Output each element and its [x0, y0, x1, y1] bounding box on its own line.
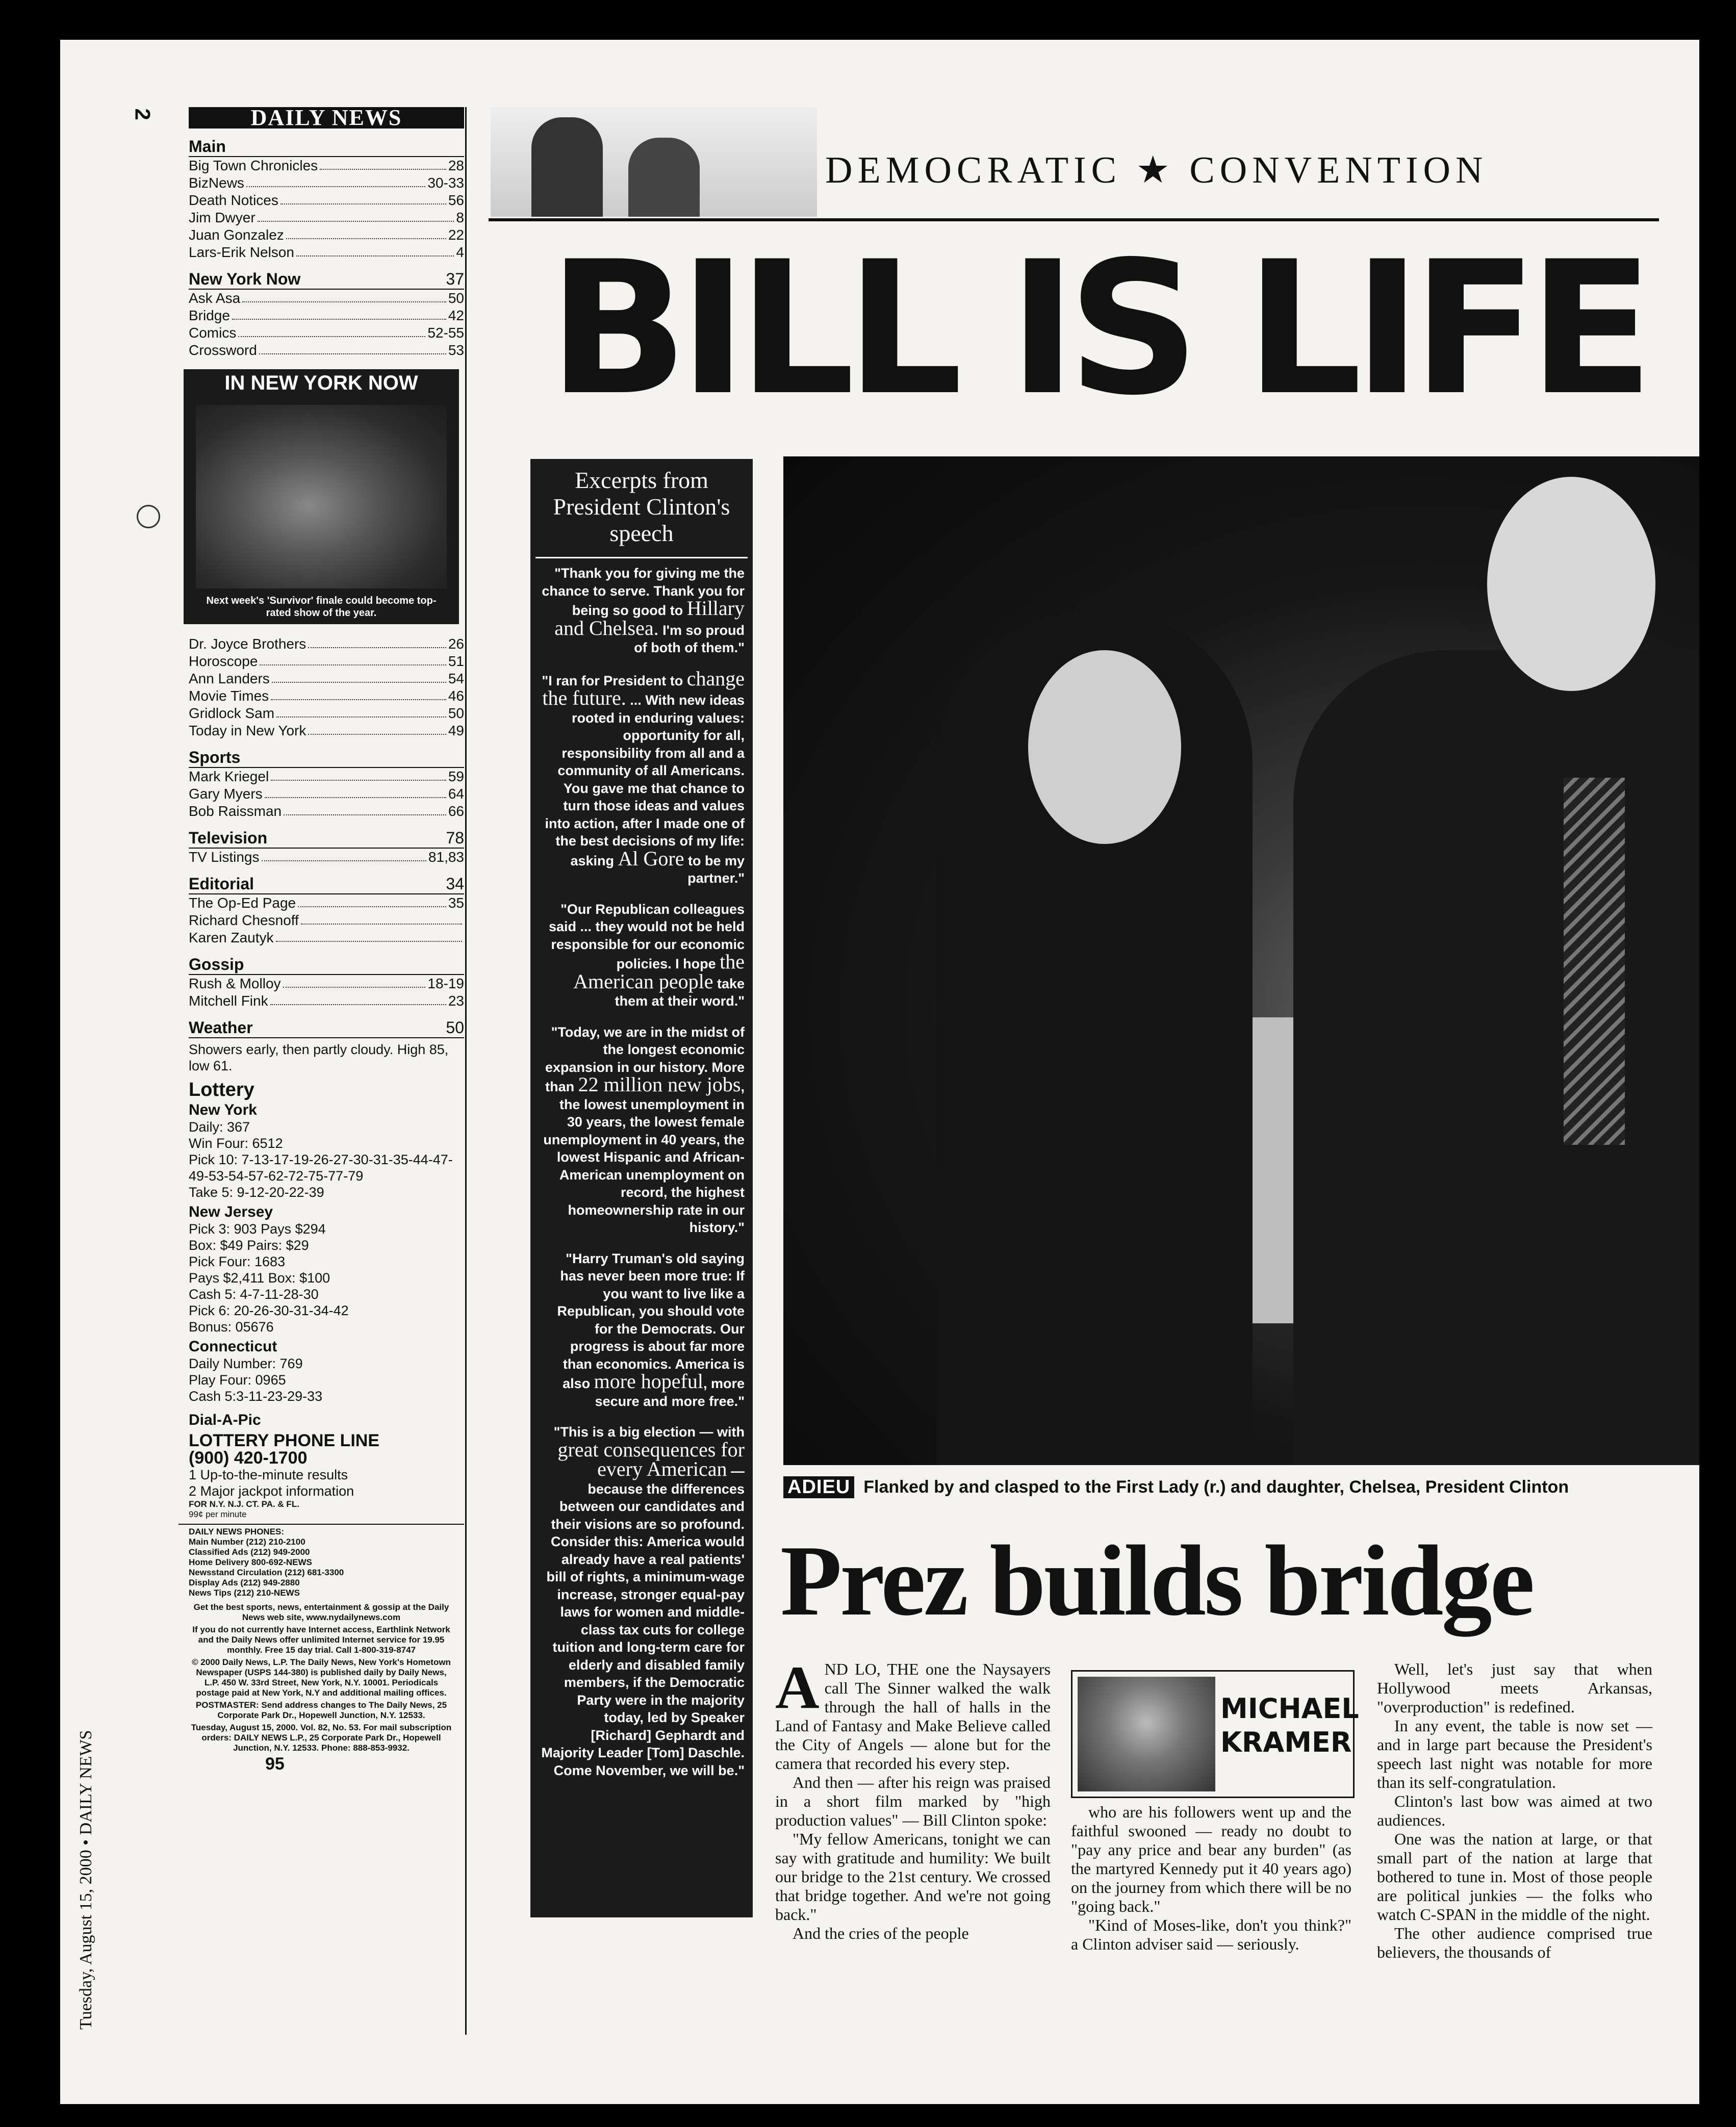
leader-dots [272, 670, 446, 683]
leader-dots [286, 226, 446, 239]
index-entry[interactable] [189, 705, 464, 722]
columnist-first-name: MICHAEL [1220, 1693, 1359, 1725]
article-text: who are his followers went up and the faithful swooned — ready no doubt to "pay any price and bear any burden" (as the martyred Kennedy put it 40 years ago) on the journey from which there will be no "going back." [1071, 1803, 1351, 1915]
entry-page: 4 [456, 244, 464, 260]
lottery-line: Play Four: 0965 [189, 1372, 286, 1388]
lottery-line: Pick 3: 903 Pays $294 [189, 1221, 326, 1237]
section-title: New York Now [189, 270, 301, 288]
entry-page: 54 [448, 671, 464, 686]
lottery-results [178, 1101, 464, 1404]
index-entry[interactable] [189, 635, 464, 653]
lottery-line: Pays $2,411 Box: $100 [189, 1270, 330, 1286]
section-page: 37 [446, 270, 464, 288]
lottery-line: Box: $49 Pairs: $29 [189, 1238, 309, 1253]
phone-line: Home Delivery 800-692-NEWS [189, 1557, 312, 1567]
phone-line: Display Ads (212) 949-2880 [189, 1578, 300, 1587]
fine-print-paragraph: If you do not currently have Internet access, Earthlink Network and the Daily News offer unlimited Internet service for 19.95 monthly. Free 15 day trial. Call 1-800-319-8747 [192, 1625, 450, 1655]
leader-dots [258, 209, 454, 222]
article-paragraph [1377, 1660, 1652, 1716]
article-paragraph [775, 1773, 1051, 1830]
section-kicker [825, 148, 1488, 192]
lottery-state: New Jersey [189, 1203, 273, 1220]
columnist-name [1220, 1692, 1359, 1759]
entry-page: 53 [448, 342, 464, 358]
fine-print-paragraph: Get the best sports, news, entertainment & gossip at the Daily News web site, www.nydailynews.com [193, 1602, 449, 1622]
lottery-line: Pick 10: 7-13-17-19-26-27-30-31-35-44-47-49-53-54-57-62-72-75-77-79 [189, 1152, 453, 1184]
excerpt-paragraph [541, 667, 745, 887]
section-title: Television [189, 829, 268, 847]
index-entry[interactable] [189, 157, 464, 174]
caption-tag: ADIEU [783, 1476, 854, 1498]
index-entry[interactable] [189, 653, 464, 670]
entry-label: Richard Chesnoff [189, 912, 299, 928]
leader-dots [271, 768, 446, 781]
promo-title: IN NEW YORK NOW [224, 372, 418, 394]
excerpt-text: take them at their word." [615, 976, 745, 1009]
lottery-phone-price: 99¢ per minute [189, 1509, 247, 1519]
entry-page: 8 [456, 210, 464, 225]
leader-dots [276, 705, 446, 717]
entry-label: Horoscope [189, 653, 258, 669]
star-icon: ★ [1136, 149, 1175, 191]
index-section-heading [189, 875, 464, 894]
entry-label: Death Notices [189, 192, 278, 208]
entry-page: 26 [448, 636, 464, 652]
leader-dots [283, 975, 426, 988]
gore-lieberman-photo [491, 107, 817, 217]
lottery-line: Cash 5:3-11-23-29-33 [189, 1389, 323, 1404]
index-entry[interactable] [189, 209, 464, 226]
excerpt-text: "This is a big election — with [553, 1424, 745, 1440]
section-page: 34 [446, 875, 464, 893]
article-headline: Prez builds bridge [780, 1525, 1533, 1636]
excerpt-text: ... With new ideas rooted in enduring values: opportunity for all, responsibility from all and a community of all Americans. You gave me that chance to turn those ideas and values into action, after I made one of the best decisions of my life: asking [545, 693, 745, 868]
phone-line: DAILY NEWS PHONES: [189, 1527, 285, 1536]
index-entry[interactable] [189, 290, 464, 307]
leader-dots [308, 635, 446, 648]
index-entry[interactable] [189, 174, 464, 192]
excerpt-text: Hillary and Chelsea. [554, 597, 745, 639]
index-section-heading [189, 749, 464, 768]
index-entry[interactable] [189, 929, 464, 946]
lottery-phone-option: 1 Up-to-the-minute results [189, 1467, 348, 1482]
weather-text: Showers early, then partly cloudy. High 85, low 61. [189, 1042, 449, 1073]
section-page: 78 [446, 829, 464, 847]
index-section-heading [189, 956, 464, 975]
index-entry[interactable] [189, 687, 464, 705]
entry-page: 50 [448, 290, 464, 306]
leader-dots [260, 653, 446, 665]
index-sections-main [178, 138, 464, 359]
article-text: ND LO, THE one the Naysayers call The Sinner walked the walk through the hall of halls in the Land of Fantasy and Make Believe called the City of Angels — alone but for the camera that recorded his every step. [775, 1660, 1051, 1773]
excerpt-paragraph [541, 1250, 745, 1411]
excerpt-text: "I ran for President to [542, 673, 687, 688]
index-entry[interactable] [189, 342, 464, 359]
article-paragraph [1377, 1792, 1652, 1830]
lottery-line: Pick 6: 20-26-30-31-34-42 [189, 1303, 349, 1318]
excerpt-text: the American people [573, 950, 745, 993]
article-text: Well, let's just say that when Hollywood meets Arkansas, "overproduction" is redefined. [1377, 1660, 1652, 1716]
index-sections-more [178, 633, 464, 1038]
entry-page: 64 [448, 786, 464, 802]
excerpt-paragraph [541, 901, 745, 1010]
entry-label: BizNews [189, 175, 244, 191]
fine-print-paragraph: POSTMASTER: Send address changes to The Daily News, 25 Corporate Park Dr., Hopewell Junction, N.Y. 12533. [195, 1700, 447, 1720]
entry-label: The Op-Ed Page [189, 895, 296, 911]
leader-dots [242, 290, 446, 302]
index-entry[interactable] [189, 894, 464, 912]
article-text: Clinton's last bow was aimed at two audiences. [1377, 1792, 1652, 1829]
clinton-chelsea-photo [783, 456, 1699, 1465]
section-title: Gossip [189, 955, 244, 973]
article-paragraph [775, 1830, 1051, 1924]
leader-dots [298, 894, 446, 907]
article-text: And the cries of the people [793, 1924, 969, 1942]
footer-page-number: 95 [265, 1754, 285, 1774]
index-entry[interactable] [189, 226, 464, 244]
fine-print-paragraph: Tuesday, August 15, 2000. Vol. 82, No. 53. For mail subscription orders: DAILY NEWS L.P., 25 Corporate Park Dr., Hopewell Junction, N.Y. 12533. Phone: 888-853-9932. [191, 1723, 452, 1753]
entry-page: 18-19 [427, 976, 464, 991]
entry-label: Ann Landers [189, 671, 270, 686]
entry-label: Bridge [189, 307, 230, 323]
entry-page: 56 [448, 192, 464, 208]
index-sidebar [178, 107, 464, 1773]
entry-page: 81,83 [428, 849, 464, 865]
leader-dots [246, 174, 425, 187]
vertical-dateline: Tuesday, August 15, 2000 • DAILY NEWS [76, 1730, 95, 2030]
lottery-phone-title: LOTTERY PHONE LINE [189, 1431, 380, 1450]
article-paragraph [1071, 1803, 1351, 1916]
entry-page: 59 [448, 768, 464, 784]
entry-label: Mark Kriegel [189, 768, 269, 784]
entry-page: 22 [448, 227, 464, 243]
lottery-line: Daily Number: 769 [189, 1356, 303, 1371]
fine-print [178, 1602, 464, 1753]
entry-page: 46 [448, 688, 464, 704]
entry-label: Lars-Erik Nelson [189, 244, 294, 260]
lottery-line: Daily: 367 [189, 1119, 250, 1135]
excerpt-text: "Thank you for giving me the chance to serve. Thank you for being so good to [542, 566, 745, 618]
leader-dots [259, 342, 446, 354]
leader-dots [276, 929, 462, 942]
lottery-title: Lottery [189, 1079, 254, 1100]
lottery-line: Win Four: 6512 [189, 1136, 283, 1151]
drop-cap: A [775, 1653, 820, 1721]
leader-dots [271, 687, 446, 700]
excerpt-text: "Our Republican colleagues said ... they would not be held responsible for our economic policies. I hope [548, 901, 745, 971]
excerpt-text: Al Gore [618, 847, 684, 870]
entry-page: 35 [448, 895, 464, 911]
columnist-last-name: KRAMER [1220, 1726, 1352, 1758]
sidebar-divider [465, 107, 467, 2035]
entry-label: Movie Times [189, 688, 269, 704]
phone-line: Newsstand Circulation (212) 681-3300 [189, 1568, 344, 1577]
article-paragraph [775, 1653, 1051, 1773]
leader-dots [320, 157, 446, 170]
daily-news-logo: DAILY NEWS [189, 107, 464, 129]
index-entry[interactable] [189, 975, 464, 992]
excerpt-text: great consequences for every American [557, 1438, 745, 1480]
article-column-2 [1071, 1803, 1351, 1954]
entry-label: Bob Raissman [189, 803, 282, 819]
entry-label: TV Listings [189, 849, 260, 865]
lottery-phone-number: (900) 420-1700 [189, 1448, 308, 1468]
section-title: Weather [189, 1018, 253, 1037]
index-entry[interactable] [189, 785, 464, 803]
index-entry[interactable] [189, 324, 464, 342]
leader-dots [296, 244, 454, 257]
leader-dots [280, 192, 446, 204]
page-number: 2 [131, 108, 155, 120]
index-entry[interactable] [189, 670, 464, 687]
entry-label: Ask Asa [189, 290, 241, 306]
entry-label: Big Town Chronicles [189, 158, 318, 173]
entry-label: Karen Zautyk [189, 930, 274, 945]
index-entry[interactable] [189, 849, 464, 866]
index-entry[interactable] [189, 722, 464, 739]
article-text: "My fellow Americans, tonight we can say with gratitude and humility: We built our bridge to the 21st century. We crossed that bridge together. And we're not going back." [775, 1830, 1051, 1924]
excerpt-text: 22 million new jobs [578, 1073, 741, 1096]
photo-caption [783, 1476, 1699, 1498]
index-entry[interactable] [189, 992, 464, 1010]
excerpt-paragraph [541, 1023, 745, 1237]
excerpt-text: "Harry Truman's old saying has never been more true: If you want to live like a Republican, you should vote for the Democrats. Our progress is about far more than economics. America is also [557, 1250, 745, 1391]
article-paragraph [1377, 1830, 1652, 1924]
entry-label: Gridlock Sam [189, 705, 275, 721]
excerpt-text: I'm so proud of both of them." [634, 622, 745, 655]
index-section-heading [189, 270, 464, 290]
index-entry[interactable] [189, 912, 464, 929]
lottery-state: Connecticut [189, 1338, 277, 1355]
article-paragraph [775, 1924, 1051, 1943]
lottery-phone-note: FOR N.Y. N.J. CT. PA. & FL. [189, 1499, 299, 1509]
promo-caption: Next week's 'Survivor' finale could become top-rated show of the year. [206, 595, 437, 619]
fine-print-paragraph: © 2000 Daily News, L.P. The Daily News, New York's Hometown Newspaper (USPS 144-380) is published daily by Daily News, L.P. 450 W. 33rd Street, New York, N.Y. 10001. Periodicals postage paid at New York, N.Y and additional mailing offices. [192, 1657, 451, 1698]
punch-hole [137, 505, 160, 528]
index-entry[interactable] [189, 244, 464, 261]
caption-text: Flanked by and clasped to the First Lady (r.) and daughter, Chelsea, President Clinton [863, 1477, 1569, 1497]
dial-a-pic-title: Dial-A-Pic [189, 1412, 261, 1428]
phone-line: Main Number (212) 210-2100 [189, 1537, 305, 1547]
main-headline: BILL IS LIFE [548, 222, 1645, 435]
excerpt-text: change the future. [542, 667, 745, 709]
article-column-3 [1377, 1660, 1652, 1962]
entry-page: 66 [448, 803, 464, 819]
entry-page: 51 [448, 653, 464, 669]
entry-page: 52-55 [427, 325, 464, 341]
entry-label: Mitchell Fink [189, 993, 268, 1009]
lottery-line: Cash 5: 4-7-11-28-30 [189, 1287, 319, 1302]
article-paragraph [1071, 1916, 1351, 1954]
excerpt-text: more hopeful [594, 1370, 703, 1393]
entry-page: 49 [448, 723, 464, 738]
entry-label: Rush & Molloy [189, 976, 281, 991]
kicker-left: DEMOCRATIC [825, 149, 1122, 191]
phone-line: Classified Ads (212) 949-2000 [189, 1547, 310, 1557]
lottery-line: Pick Four: 1683 [189, 1254, 286, 1269]
entry-label: Juan Gonzalez [189, 227, 284, 243]
article-text: And then — after his reign was praised in a short film marked by "high production values" — Bill Clinton spoke: [775, 1773, 1051, 1829]
excerpt-paragraph [541, 1423, 745, 1779]
leader-dots [265, 785, 446, 798]
leader-dots [284, 803, 446, 815]
leader-dots [301, 912, 462, 925]
leader-dots [262, 849, 426, 861]
entry-label: Comics [189, 325, 237, 341]
index-entry[interactable] [189, 768, 464, 785]
entry-label: Gary Myers [189, 786, 263, 802]
leader-dots [270, 992, 446, 1005]
columnist-photo [1078, 1677, 1215, 1791]
index-entry[interactable] [189, 803, 464, 820]
article-text: One was the nation at large, or that small part of the nation at large that bothered to tune in. Most of those people are political junkies — the folks who watch C-SPAN in the middle of the night. [1377, 1830, 1652, 1924]
section-page: 50 [446, 1018, 464, 1037]
article-text: In any event, the table is now set — and in large part because the President's speech last night was notable for more than its self-congratulation. [1377, 1716, 1652, 1791]
entry-label: Today in New York [189, 723, 307, 738]
excerpt-text: to be my partner." [684, 853, 745, 886]
article-paragraph [1377, 1716, 1652, 1792]
lottery-phone-option: 2 Major jackpot information [189, 1483, 354, 1499]
excerpt-text: — because the differences between our candidates and their visions are so profound. Consider this: America would already have a real patients' bill of rights, a minimum-wage increase, stronger equal-pay laws for women and middle-class tax cuts for college tuition and long-term care for elderly and disabled family members, if the Democratic Party were in the majority today, led by Speaker [Richard] Gephardt and Majority Leader [Tom] Daschle. Come November, we will be." [541, 1464, 745, 1778]
lottery-line: Take 5: 9-12-20-22-39 [189, 1185, 324, 1200]
lottery-line: Bonus: 05676 [189, 1319, 274, 1335]
article-text: The other audience comprised true believers, the thousands of [1377, 1924, 1652, 1961]
lottery-state: New York [189, 1101, 257, 1118]
excerpt-text: "Today, we are in the midst of the longest economic expansion in our history. More than [545, 1024, 745, 1094]
in-new-york-now-promo[interactable] [184, 369, 459, 624]
entry-page: 28 [448, 158, 464, 173]
excerpt-text: , more secure and more free." [595, 1376, 745, 1409]
index-section-heading [189, 1019, 464, 1038]
index-section-heading [189, 829, 464, 849]
entry-label: Crossword [189, 342, 257, 358]
entry-label: Jim Dwyer [189, 210, 256, 225]
entry-page: 23 [448, 993, 464, 1009]
entry-page: 50 [448, 705, 464, 721]
index-entry[interactable] [189, 192, 464, 209]
entry-page: 30-33 [427, 175, 464, 191]
index-section-heading [189, 138, 464, 157]
excerpts-title: Excerpts from President Clinton's speech [535, 459, 748, 558]
excerpts-body [530, 558, 753, 1779]
leader-dots [232, 307, 446, 320]
promo-photo [196, 405, 447, 588]
excerpt-text: , the lowest unemployment in 30 years, the lowest female unemployment in 40 years, the lowest Hispanic and African-American unemployment on record, the highest homeownership rate in our history." [543, 1079, 745, 1235]
section-title: Sports [189, 748, 241, 766]
article-paragraph [1377, 1924, 1652, 1962]
section-title: Editorial [189, 875, 254, 893]
leader-dots [308, 722, 446, 735]
daily-news-phones [178, 1524, 464, 1598]
entry-page: 42 [448, 307, 464, 323]
leader-dots [238, 324, 425, 337]
excerpt-paragraph [541, 565, 745, 657]
speech-excerpts-box [530, 459, 753, 1917]
phone-line: News Tips (212) 210-NEWS [189, 1588, 300, 1598]
columnist-byline [1071, 1670, 1359, 1798]
article-column-1 [775, 1653, 1051, 1943]
article-text: "Kind of Moses-like, don't you think?" a Clinton adviser said — seriously. [1071, 1916, 1351, 1953]
entry-label: Dr. Joyce Brothers [189, 636, 307, 652]
section-title: Main [189, 137, 226, 156]
index-entry[interactable] [189, 307, 464, 324]
kicker-right: CONVENTION [1189, 149, 1488, 191]
